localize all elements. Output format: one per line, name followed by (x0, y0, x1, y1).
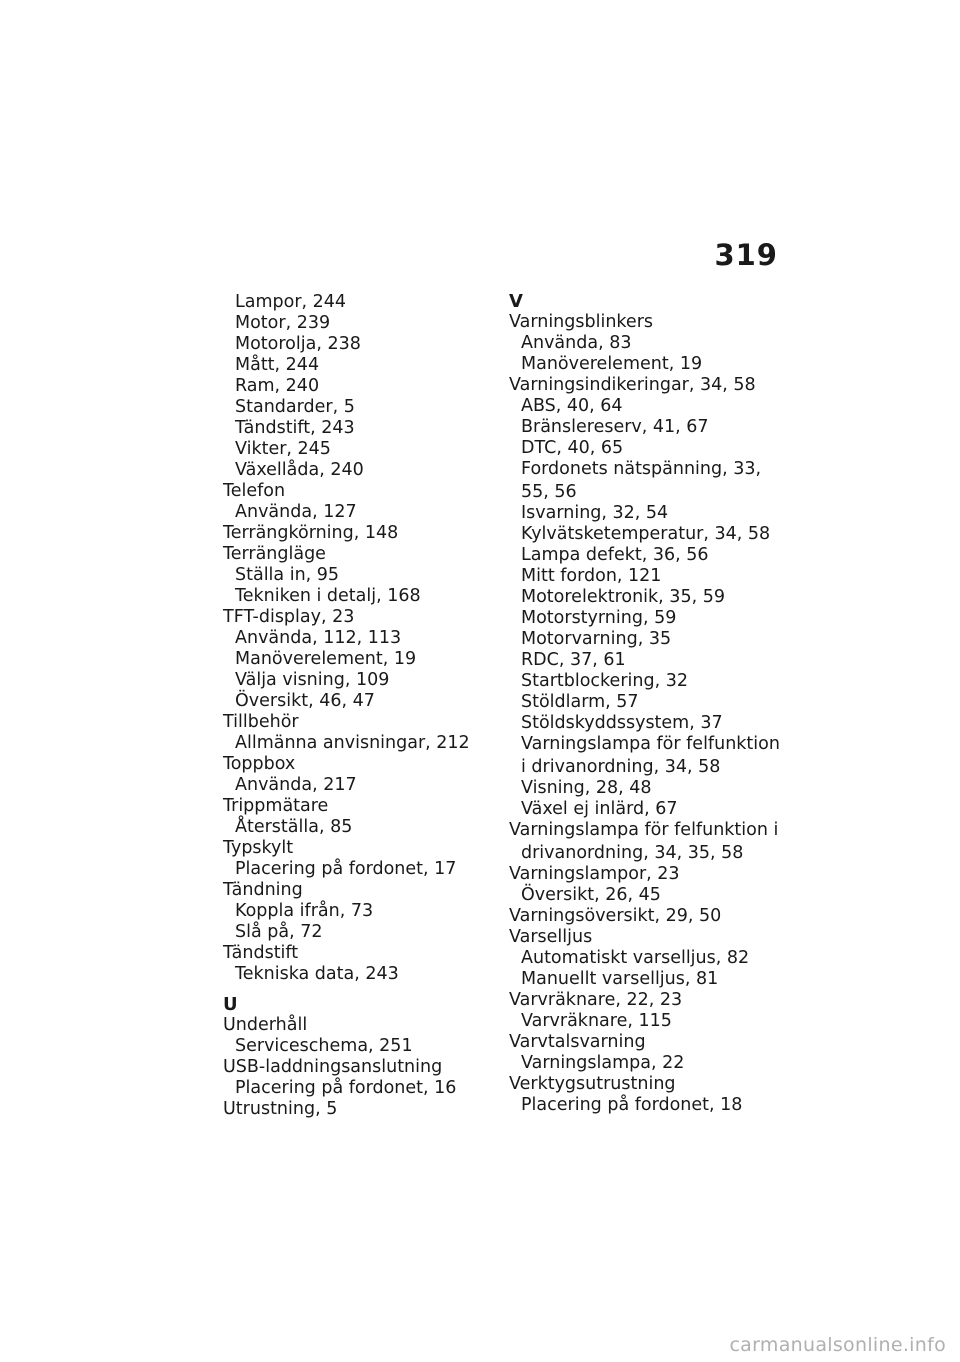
index-entry: Varningsindikeringar, 34, 58 (509, 375, 756, 395)
index-column-left (223, 292, 513, 1120)
index-subentry: Motorolja, 238 (235, 334, 361, 354)
index-subentry: Motorstyrning, 59 (521, 608, 677, 628)
index-column-right (509, 292, 809, 1116)
index-subentry: Manuellt varselljus, 81 (521, 969, 719, 989)
index-subentry: Använda, 112, 113 (235, 628, 402, 648)
index-entry: Varningslampor, 23 (509, 864, 680, 884)
index-subentry: Stöldskyddssystem, 37 (521, 713, 723, 733)
index-entry: Verktygsutrustning (509, 1074, 676, 1094)
index-subentry: Mitt fordon, 121 (521, 566, 662, 586)
index-subentry-continuation: drivanordning, 34, 35, 58 (521, 843, 744, 863)
index-entry: Varningslampa för felfunktion i (509, 820, 779, 840)
index-entry: Varningsöversikt, 29, 50 (509, 906, 722, 926)
index-subentry: Ram, 240 (235, 376, 320, 396)
index-entry: Varvtalsvarning (509, 1032, 646, 1052)
index-subentry: Växel ej inlärd, 67 (521, 799, 678, 819)
index-subentry: Isvarning, 32, 54 (521, 503, 669, 523)
index-subentry: Använda, 217 (235, 775, 357, 795)
index-entry: Varningsblinkers (509, 312, 654, 332)
page-number: 319 (714, 238, 778, 272)
index-subentry: Lampor, 244 (235, 292, 347, 312)
index-entry: Toppbox (223, 754, 296, 774)
index-subentry: Fordonets nätspänning, 33, (521, 459, 762, 479)
watermark: carmanualsonline.info (729, 1334, 946, 1356)
index-subentry: Mått, 244 (235, 355, 320, 375)
index-entry: Tändning (223, 880, 303, 900)
index-subentry-continuation: i drivanordning, 34, 58 (521, 757, 721, 777)
index-subentry: Översikt, 46, 47 (235, 691, 375, 711)
index-subentry: Tekniken i detalj, 168 (235, 586, 421, 606)
index-entry: Typskylt (223, 838, 294, 858)
index-entry: Tändstift (223, 943, 299, 963)
index-subentry: Vikter, 245 (235, 439, 331, 459)
index-entry: USB-laddningsanslutning (223, 1057, 443, 1077)
index-subentry: Använda, 127 (235, 502, 357, 522)
index-subentry: Tändstift, 243 (235, 418, 355, 438)
index-subentry: Motor, 239 (235, 313, 331, 333)
index-subentry: ABS, 40, 64 (521, 396, 623, 416)
index-subentry: Allmänna anvisningar, 212 (235, 733, 470, 753)
index-entry: TFT-display, 23 (223, 607, 355, 627)
index-entry: Varselljus (509, 927, 593, 947)
index-subentry: Återställa, 85 (235, 817, 353, 837)
index-entry: Terrängläge (223, 544, 326, 564)
index-subentry: Serviceschema, 251 (235, 1036, 413, 1056)
index-subentry: RDC, 37, 61 (521, 650, 626, 670)
index-subentry: Använda, 83 (521, 333, 632, 353)
index-subentry: Tekniska data, 243 (235, 964, 399, 984)
index-section-letter: V (509, 291, 523, 312)
index-subentry: Manöverelement, 19 (235, 649, 417, 669)
index-subentry: Växellåda, 240 (235, 460, 364, 480)
index-subentry: Standarder, 5 (235, 397, 355, 417)
index-section-letter: U (223, 994, 238, 1015)
index-subentry: Varningslampa, 22 (521, 1053, 685, 1073)
index-subentry-continuation: 55, 56 (521, 482, 577, 502)
index-subentry: Stöldlarm, 57 (521, 692, 639, 712)
index-entry: Tillbehör (223, 712, 299, 732)
index-subentry: Ställa in, 95 (235, 565, 340, 585)
index-subentry: Varningslampa för felfunktion (521, 734, 780, 754)
index-subentry: Välja visning, 109 (235, 670, 390, 690)
index-subentry: Bränslereserv, 41, 67 (521, 417, 709, 437)
index-subentry: Kylvätsketemperatur, 34, 58 (521, 524, 771, 544)
index-subentry: Lampa defekt, 36, 56 (521, 545, 709, 565)
index-subentry: Motorelektronik, 35, 59 (521, 587, 725, 607)
index-subentry: Visning, 28, 48 (521, 778, 652, 798)
index-entry: Utrustning, 5 (223, 1099, 338, 1119)
index-entry: Telefon (223, 481, 286, 501)
index-subentry: Översikt, 26, 45 (521, 885, 661, 905)
index-subentry: Placering på fordonet, 17 (235, 859, 457, 879)
index-entry: Varvräknare, 22, 23 (509, 990, 683, 1010)
index-subentry: Slå på, 72 (235, 922, 323, 942)
index-entry: Terrängkörning, 148 (223, 523, 399, 543)
index-subentry: Koppla ifrån, 73 (235, 901, 374, 921)
index-subentry: Startblockering, 32 (521, 671, 688, 691)
index-entry: Underhåll (223, 1015, 308, 1035)
index-subentry: Placering på fordonet, 16 (235, 1078, 457, 1098)
index-entry: Trippmätare (223, 796, 329, 816)
index-subentry: Placering på fordonet, 18 (521, 1095, 743, 1115)
index-subentry: Automatiskt varselljus, 82 (521, 948, 750, 968)
index-subentry: DTC, 40, 65 (521, 438, 624, 458)
index-subentry: Motorvarning, 35 (521, 629, 672, 649)
index-subentry: Manöverelement, 19 (521, 354, 703, 374)
index-subentry: Varvräknare, 115 (521, 1011, 672, 1031)
